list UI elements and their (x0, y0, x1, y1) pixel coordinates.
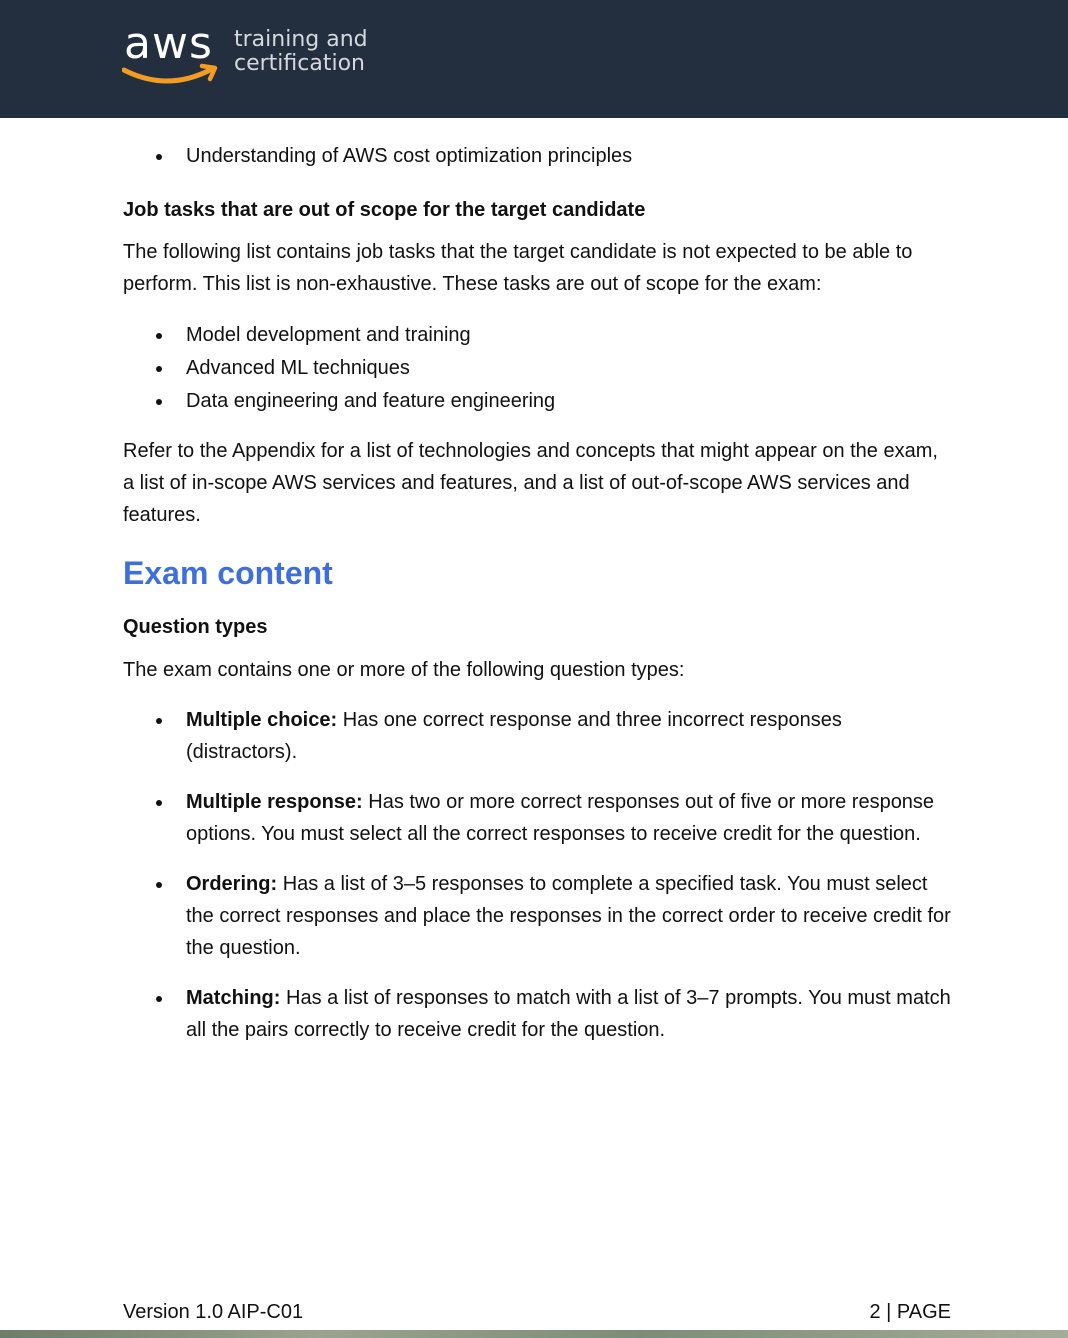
question-type-text: Has a list of responses to match with a list of 3–7 prompts. You must match all the pairs correctly to receive credit for the question. (186, 987, 951, 1041)
question-type-multiple-choice (123, 704, 953, 768)
document-body (123, 140, 953, 1064)
logo-tagline-line-2: certification (234, 51, 365, 76)
footer-page-number: 2 | PAGE (869, 1301, 951, 1323)
question-type-text: Has a list of 3–5 responses to complete a specified task. You must select the correct responses and place the responses in the correct order to receive credit for the question. (186, 873, 951, 959)
out-of-scope-list (123, 319, 953, 418)
question-type-label: Ordering: (186, 873, 278, 895)
list-item: Model development and training (123, 319, 953, 352)
appendix-note: Refer to the Appendix for a list of technologies and concepts that might appear on the exam, a list of in-scope AWS services and features, and a list of out-of-scope AWS services and features. (123, 440, 938, 526)
question-types-heading: Question types (123, 616, 268, 638)
footer-version: Version 1.0 AIP-C01 (123, 1301, 304, 1323)
question-type-label: Multiple choice: (186, 709, 338, 731)
logo-wordmark: aws (124, 18, 213, 69)
list-item: Advanced ML techniques (123, 352, 953, 385)
amazon-smile-icon (122, 62, 222, 88)
question-type-ordering (123, 868, 953, 964)
question-type-matching (123, 982, 953, 1046)
section-title-exam-content: Exam content (123, 555, 333, 591)
page-footer (123, 1298, 951, 1326)
question-types-list (123, 704, 953, 1046)
bottom-decorative-strip (0, 1330, 1068, 1338)
logo-tagline (234, 28, 368, 76)
list-item: Understanding of AWS cost optimization principles (123, 140, 953, 172)
question-type-label: Multiple response: (186, 791, 363, 813)
question-type-multiple-response (123, 786, 953, 850)
page-header (0, 0, 1068, 118)
out-of-scope-heading: Job tasks that are out of scope for the target candidate (123, 199, 646, 221)
logo-tagline-line-1: training and (234, 27, 368, 52)
question-type-text: Has one correct response and three incorrect responses (distractors). (186, 709, 842, 763)
question-type-label: Matching: (186, 987, 281, 1009)
list-item: Data engineering and feature engineering (123, 385, 953, 418)
aws-training-logo (122, 18, 382, 94)
question-type-text: Has two or more correct responses out of five or more response options. You must select all the correct responses to receive credit for the question. (186, 791, 935, 845)
question-types-intro: The exam contains one or more of the following question types: (123, 659, 685, 681)
out-of-scope-description: The following list contains job tasks that the target candidate is not expected to be able to perform. This list is non-exhaustive. These tasks are out of scope for the exam: (123, 241, 913, 295)
intro-list (123, 140, 953, 172)
